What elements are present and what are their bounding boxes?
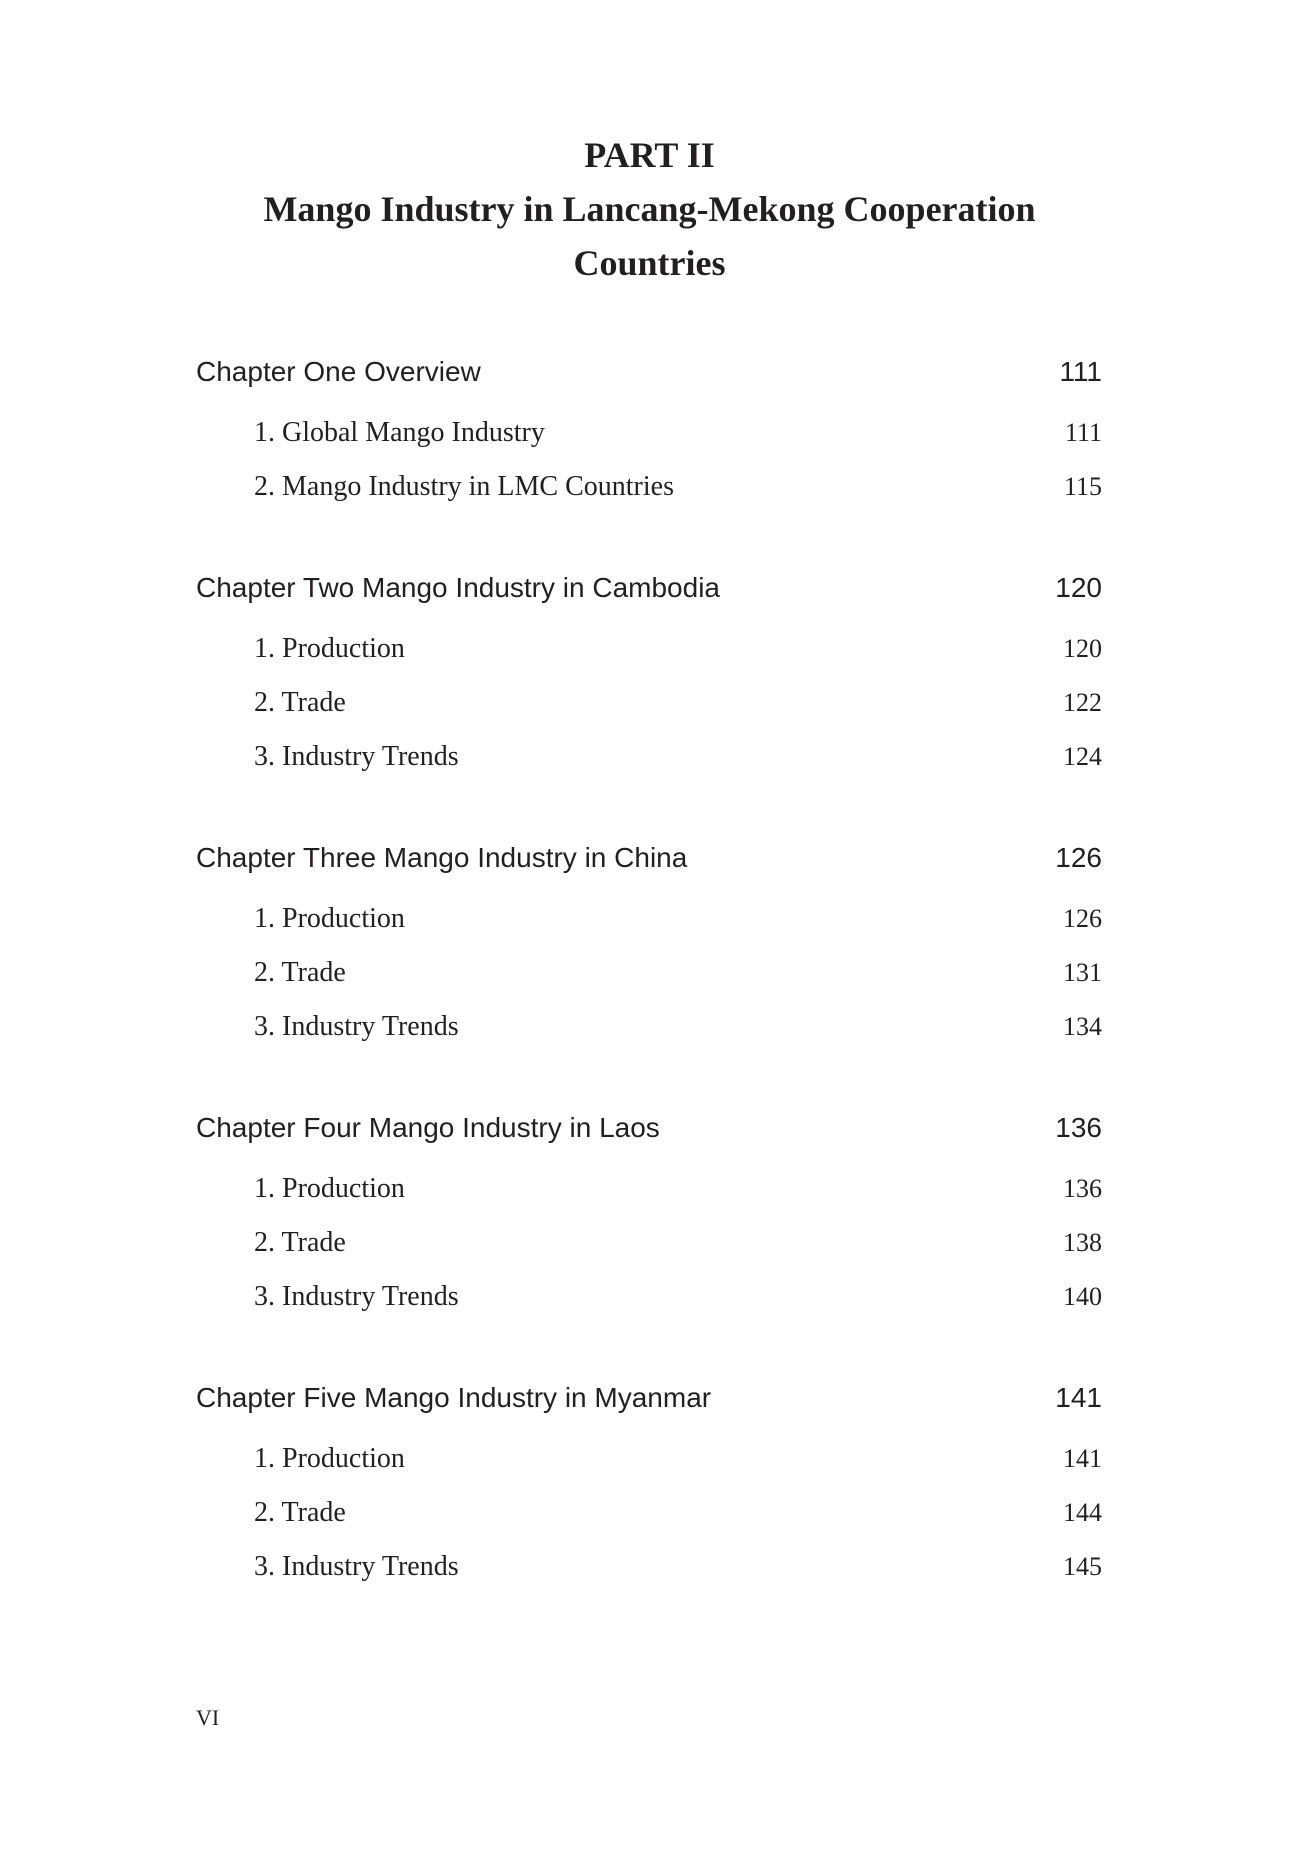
section-title: 1. Production — [254, 1173, 405, 1204]
section-page-number: 126 — [1063, 904, 1102, 933]
part-label: PART II — [584, 135, 715, 175]
chapter-title: Chapter Two Mango Industry in Cambodia — [196, 572, 720, 603]
section-title: 1. Production — [254, 633, 405, 664]
chapter-page-number: 126 — [1055, 842, 1102, 873]
section-entry[interactable] — [196, 892, 1102, 946]
section-title: 2. Trade — [254, 957, 346, 988]
part-header — [0, 128, 1299, 290]
section-page-number: 134 — [1063, 1012, 1102, 1041]
section-entry[interactable] — [196, 1540, 1102, 1594]
section-entry[interactable] — [196, 1270, 1102, 1324]
chapter-title: Chapter Three Mango Industry in China — [196, 842, 688, 873]
section-page-number: 141 — [1063, 1444, 1102, 1473]
chapter-entry[interactable] — [196, 568, 1102, 608]
chapter-page-number: 111 — [1059, 356, 1102, 387]
part-title: Mango Industry in Lancang-Mekong Cooperation Countries — [263, 189, 1036, 283]
toc-chapter — [196, 1108, 1102, 1324]
section-page-number: 136 — [1063, 1174, 1102, 1203]
chapter-entry[interactable] — [196, 838, 1102, 878]
section-entry[interactable] — [196, 622, 1102, 676]
section-entry[interactable] — [196, 1216, 1102, 1270]
section-title: 1. Global Mango Industry — [254, 417, 545, 448]
chapter-page-number: 141 — [1055, 1382, 1102, 1413]
section-entry[interactable] — [196, 730, 1102, 784]
chapter-page-number: 136 — [1055, 1112, 1102, 1143]
section-page-number: 120 — [1063, 634, 1102, 663]
section-title: 2. Trade — [254, 687, 346, 718]
section-page-number: 122 — [1063, 688, 1102, 717]
section-page-number: 115 — [1063, 472, 1102, 501]
chapter-title: Chapter One Overview — [196, 356, 481, 387]
chapter-title: Chapter Five Mango Industry in Myanmar — [196, 1382, 712, 1413]
section-title: 3. Industry Trends — [254, 1551, 459, 1582]
toc-chapter — [196, 1378, 1102, 1594]
section-page-number: 144 — [1063, 1498, 1102, 1527]
page-folio: VI — [196, 1705, 220, 1730]
section-title: 3. Industry Trends — [254, 1281, 459, 1312]
section-entry[interactable] — [196, 1000, 1102, 1054]
section-title: 2. Mango Industry in LMC Countries — [254, 471, 674, 502]
chapter-title: Chapter Four Mango Industry in Laos — [196, 1112, 660, 1143]
toc-chapter — [196, 352, 1102, 514]
chapter-entry[interactable] — [196, 1378, 1102, 1418]
section-page-number: 138 — [1063, 1228, 1102, 1257]
chapter-entry[interactable] — [196, 352, 1102, 392]
section-entry[interactable] — [196, 406, 1102, 460]
toc-chapter — [196, 838, 1102, 1054]
section-entry[interactable] — [196, 1162, 1102, 1216]
section-entry[interactable] — [196, 676, 1102, 730]
section-title: 3. Industry Trends — [254, 1011, 459, 1042]
table-of-contents — [196, 352, 1102, 1648]
section-entry[interactable] — [196, 460, 1102, 514]
section-title: 1. Production — [254, 1443, 405, 1474]
section-page-number: 145 — [1063, 1552, 1102, 1581]
section-page-number: 140 — [1063, 1282, 1102, 1311]
section-page-number: 124 — [1063, 742, 1102, 771]
section-title: 3. Industry Trends — [254, 741, 459, 772]
section-title: 2. Trade — [254, 1497, 346, 1528]
section-entry[interactable] — [196, 1486, 1102, 1540]
toc-chapter — [196, 568, 1102, 784]
section-page-number: 111 — [1064, 418, 1102, 447]
section-title: 2. Trade — [254, 1227, 346, 1258]
chapter-page-number: 120 — [1055, 572, 1102, 603]
section-entry[interactable] — [196, 946, 1102, 1000]
section-page-number: 131 — [1063, 958, 1102, 987]
section-entry[interactable] — [196, 1432, 1102, 1486]
section-title: 1. Production — [254, 903, 405, 934]
chapter-entry[interactable] — [196, 1108, 1102, 1148]
